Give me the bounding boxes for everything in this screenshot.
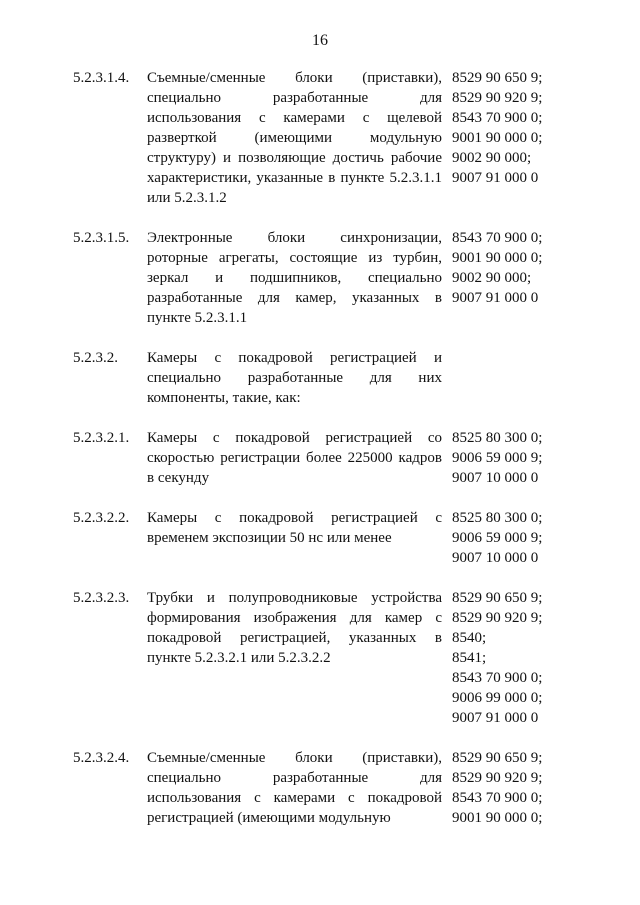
customs-code: 8529 90 650 9; <box>452 590 543 606</box>
item-description: Съемные/сменные блоки (приставки), специально разработанные для использования с камерами с щелевой разверткой (имеющими модульную структуру) и позволяющие достичь рабочие характеристики, указанные в пункте 5.2.3.1.1 или 5.2.3.1.2 <box>147 70 442 206</box>
item-number: 5.2.3.2.2. <box>73 510 130 526</box>
customs-code: 9001 90 000 0; <box>452 810 543 826</box>
customs-code: 9001 90 000 0; <box>452 250 543 266</box>
item-number: 5.2.3.2.3. <box>73 590 130 606</box>
item-number: 5.2.3.1.4. <box>73 70 130 86</box>
customs-code: 8529 90 920 9; <box>452 610 543 626</box>
item-description: Трубки и полупроводниковые устройства формирования изображения для камер с покадровой регистрацией, указанных в пункте 5.2.3.2.1 или 5.2.3.2.2 <box>147 590 442 666</box>
item-number: 5.2.3.2. <box>73 350 118 366</box>
item-description: Камеры с покадровой регистрацией со скоростью регистрации более 225000 кадров в секунду <box>147 430 442 486</box>
item-codes <box>452 748 572 828</box>
customs-code: 8540; <box>452 630 487 646</box>
customs-code: 9002 90 000; <box>452 150 532 166</box>
classification-list <box>0 68 640 828</box>
item-description: Электронные блоки синхронизации, роторные агрегаты, состоящие из турбин, зеркал и подшипников, специально разработанные для камер, указанных в пункте 5.2.3.1.1 <box>147 230 442 326</box>
item-codes <box>452 508 572 568</box>
list-item <box>0 348 640 408</box>
list-item <box>0 508 640 568</box>
customs-code: 8525 80 300 0; <box>452 430 543 446</box>
customs-code: 9007 10 000 0 <box>452 470 539 486</box>
customs-code: 9002 90 000; <box>452 270 532 286</box>
list-item <box>0 68 640 208</box>
customs-code: 9007 10 000 0 <box>452 550 539 566</box>
customs-code: 9006 99 000 0; <box>452 690 543 706</box>
list-item <box>0 228 640 328</box>
page-number: 16 <box>312 32 328 49</box>
list-item <box>0 588 640 728</box>
customs-code: 9006 59 000 9; <box>452 450 543 466</box>
customs-code: 8529 90 920 9; <box>452 770 543 786</box>
item-number: 5.2.3.2.4. <box>73 750 130 766</box>
customs-code: 9006 59 000 9; <box>452 530 543 546</box>
customs-code: 8529 90 920 9; <box>452 90 543 106</box>
customs-code: 8543 70 900 0; <box>452 110 543 126</box>
item-codes <box>452 228 572 308</box>
item-codes <box>452 68 572 188</box>
customs-code: 8541; <box>452 650 487 666</box>
customs-code: 9007 91 000 0 <box>452 710 539 726</box>
customs-code: 9001 90 000 0; <box>452 130 543 146</box>
customs-code: 8543 70 900 0; <box>452 790 543 806</box>
customs-code: 8543 70 900 0; <box>452 230 543 246</box>
customs-code: 8529 90 650 9; <box>452 750 543 766</box>
item-description: Камеры с покадровой регистрацией с временем экспозиции 50 нс или менее <box>147 510 442 546</box>
list-item <box>0 748 640 828</box>
item-description: Съемные/сменные блоки (приставки), специально разработанные для использования с камерами с покадровой регистрацией (имеющими модульную <box>147 750 442 826</box>
item-number: 5.2.3.2.1. <box>73 430 130 446</box>
item-description: Камеры с покадровой регистрацией и специально разработанные для них компоненты, такие, как: <box>147 350 442 406</box>
customs-code: 9007 91 000 0 <box>452 290 539 306</box>
customs-code: 8525 80 300 0; <box>452 510 543 526</box>
item-codes <box>452 588 572 728</box>
customs-code: 9007 91 000 0 <box>452 170 539 186</box>
customs-code: 8543 70 900 0; <box>452 670 543 686</box>
customs-code: 8529 90 650 9; <box>452 70 543 86</box>
item-codes <box>452 428 572 488</box>
list-item <box>0 428 640 488</box>
item-number: 5.2.3.1.5. <box>73 230 130 246</box>
